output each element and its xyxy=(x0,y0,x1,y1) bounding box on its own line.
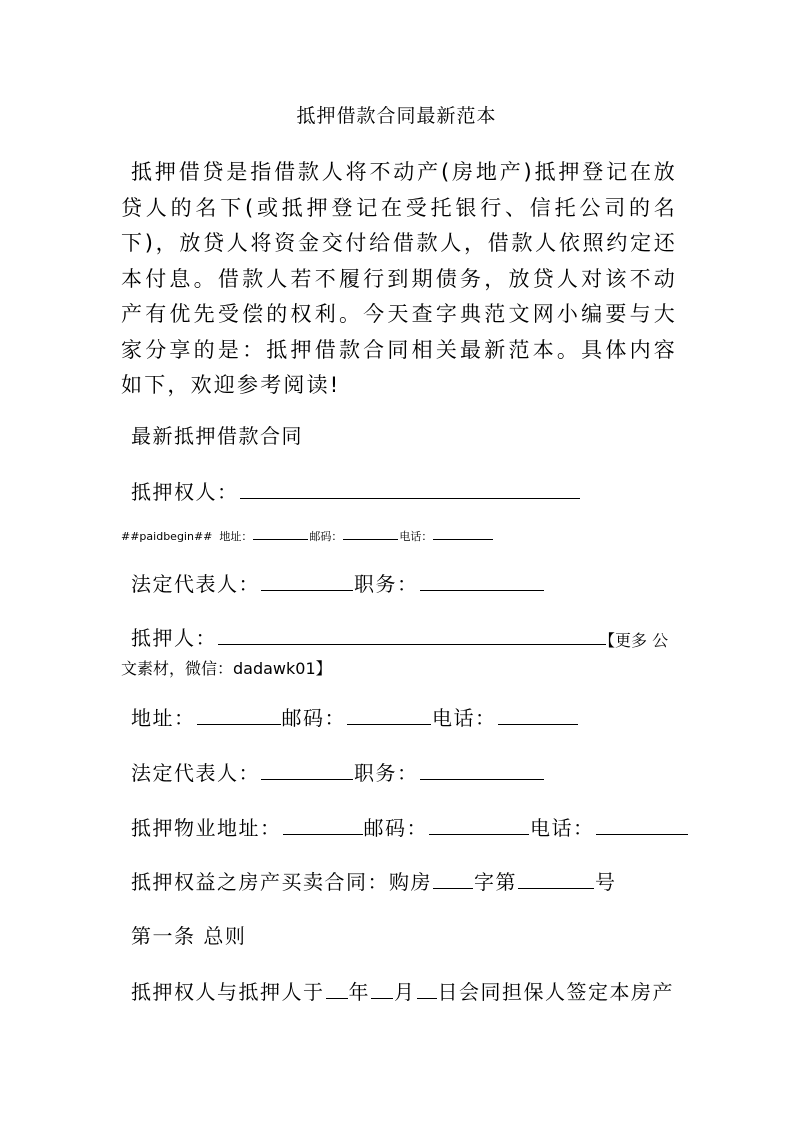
year-blank xyxy=(326,978,348,999)
mortgagor-label: 抵押人： xyxy=(131,626,217,650)
position-label-1: 职务： xyxy=(354,572,419,596)
legal-rep-blank-2 xyxy=(261,759,353,780)
mortgagee-line xyxy=(131,478,581,506)
mortgagee-label: 抵押权人： xyxy=(131,480,239,504)
paid-phone-label: 电话： xyxy=(399,530,433,543)
paid-address-blank xyxy=(253,528,308,540)
paid-postcode-label: 邮码： xyxy=(309,530,343,543)
clause-line xyxy=(131,978,674,1006)
paid-marker: ##paidbegin## xyxy=(121,530,213,543)
contract-mid: 字第 xyxy=(474,870,517,894)
paid-phone-blank xyxy=(433,528,493,540)
legal-rep-line-2 xyxy=(131,759,545,787)
month-blank xyxy=(371,978,393,999)
property-phone-blank xyxy=(596,814,688,835)
property-address-label: 抵押物业地址： xyxy=(131,816,282,840)
document-title: 抵押借款合同最新范本 xyxy=(296,105,497,127)
postcode-label-2: 邮码： xyxy=(281,706,346,730)
year-label: 年 xyxy=(348,980,370,1004)
property-postcode-label: 邮码： xyxy=(363,816,428,840)
legal-rep-label-1: 法定代表人： xyxy=(131,572,260,596)
postcode-blank-2 xyxy=(347,704,431,725)
contract-blank-1 xyxy=(433,868,473,889)
property-postcode-blank xyxy=(429,814,529,835)
address-label-2: 地址： xyxy=(131,706,196,730)
legal-rep-blank-1 xyxy=(261,570,353,591)
contract-suffix: 号 xyxy=(595,870,617,894)
clause-part-4: 日会同担保人签定本房产 xyxy=(437,980,674,1004)
legal-rep-label-2: 法定代表人： xyxy=(131,761,260,785)
phone-label-2: 电话： xyxy=(432,706,497,730)
day-blank xyxy=(417,978,437,999)
property-address-blank xyxy=(283,814,363,835)
contract-line xyxy=(131,868,617,896)
promo-text: 【更多 公文素材，微信：dadawk01】 xyxy=(121,631,669,678)
promo-note xyxy=(121,627,677,683)
position-blank-1 xyxy=(420,570,544,591)
position-blank-2 xyxy=(420,759,544,780)
paid-address-label: 地址： xyxy=(219,530,253,543)
property-line xyxy=(131,814,689,842)
contract-blank-2 xyxy=(518,868,594,889)
position-label-2: 职务： xyxy=(354,761,419,785)
property-phone-label: 电话： xyxy=(530,816,595,840)
contract-prefix: 抵押权益之房产买卖合同：购房 xyxy=(131,870,432,894)
paid-postcode-blank xyxy=(343,528,398,540)
address-line-2 xyxy=(131,704,579,732)
month-label: 月 xyxy=(394,980,416,1004)
mortgagee-blank xyxy=(240,478,580,499)
address-blank-2 xyxy=(197,704,281,725)
section-heading: 最新抵押借款合同 xyxy=(131,424,303,448)
intro-paragraph: 抵押借贷是指借款人将不动产(房地产)抵押登记在放贷人的名下(或抵押登记在受托银行、信托公司的名下)，放贷人将资金交付给借款人，借款人依照约定还本付息。借款人若不履行到期债务，放贷人对该不动产有优先受偿的权利。今天查字典范文网小编要与大家分享的是：抵押借款合同相关最新范本。具体内容如下，欢迎参考阅读! xyxy=(121,160,677,397)
clause-part-1: 抵押权人与抵押人于 xyxy=(131,980,325,1004)
legal-rep-line-1 xyxy=(131,570,545,598)
phone-blank-2 xyxy=(498,704,578,725)
article-1-heading: 第一条 总则 xyxy=(131,924,247,948)
paid-marker-line xyxy=(121,528,494,545)
